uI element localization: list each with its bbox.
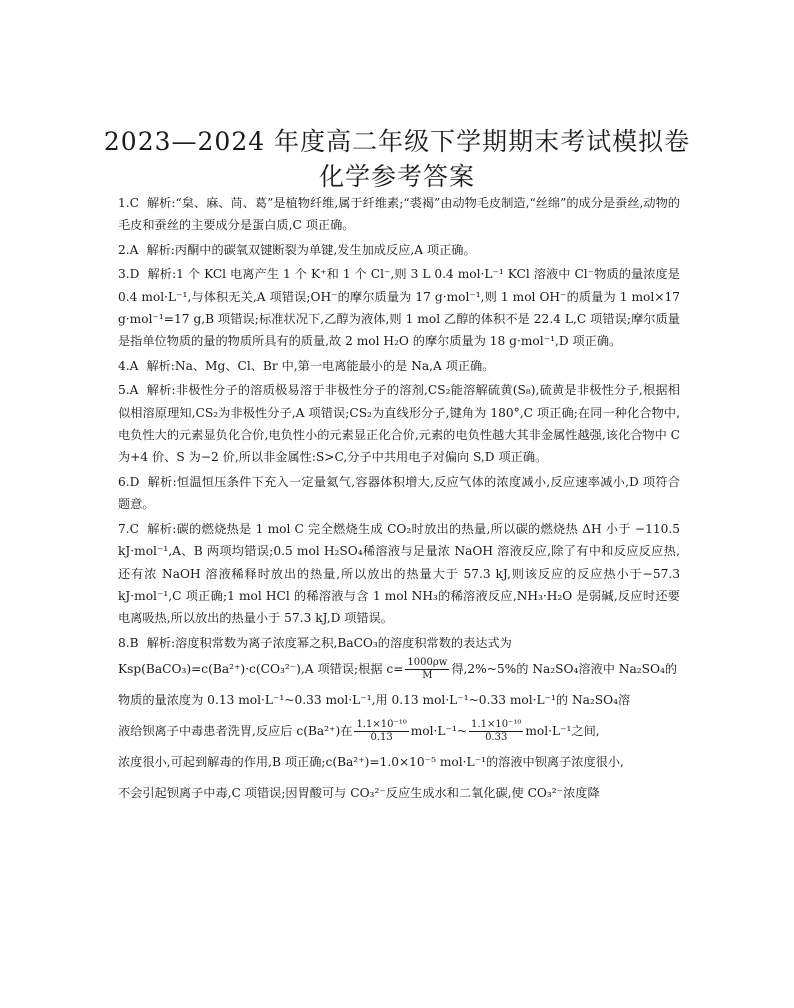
ba-concentration-high	[469, 719, 523, 744]
fraction-numerator: 1000ρw	[407, 657, 448, 669]
answer-text: 解析:Na、Mg、Cl、Br 中,第一电离能最小的是 Na,A 项正确。	[146, 358, 495, 373]
answer-text: 解析:1 个 KCl 电离产生 1 个 K⁺和 1 个 Cl⁻,则 3 L 0.4 mol·L⁻¹ KCl 溶液中 Cl⁻物质的量浓度是 0.4 mol·L⁻¹,与体积无关,A 项错误;OH⁻的摩尔质量为 17 g·mol⁻¹,则 1 mol OH⁻的质量为 1 mol×17 g·mol⁻¹=17 g,B 项错误;标准状况下,乙醇为液体,则 1 mol 乙醇的体积不是 22.4 L,C 项错误;摩尔质量是指单位物质的量的物质所具有的质量,故 2 mol H₂O 的摩尔质量为 18 g·mol⁻¹,D 项正确。	[118, 267, 680, 349]
answer-text: 液给钡离子中毒患者洗胃,反应后 c(Ba²⁺)在	[118, 724, 353, 739]
fraction-numerator: 1.1×10⁻¹⁰	[471, 719, 522, 731]
answer-item	[118, 355, 680, 377]
exam-title: 2023—2024 年度高二年级下学期期末考试模拟卷	[103, 127, 691, 156]
answer-title: 化学参考答案	[318, 162, 475, 191]
answer-text: 解析:“枲、麻、苘、葛”是植物纤维,属于纤维素;“裘褐”由动物毛皮制造,“丝绵”的成分是蚕丝,动物的毛皮和蚕丝的主要成分是蛋白质,C 项正确。	[118, 196, 680, 233]
answer-line: 物质的量浓度为 0.13 mol·L⁻¹~0.33 mol·L⁻¹,用 0.13 mol·L⁻¹~0.33 mol·L⁻¹的 Na₂SO₄溶	[118, 693, 631, 708]
answer-item	[118, 263, 680, 353]
answer-line	[118, 632, 680, 654]
answer-item	[118, 239, 680, 261]
answer-text: 解析:丙酮中的碳氧双键断裂为单键,发生加成反应,A 项正确。	[146, 242, 476, 257]
ksp-expression: Ksp(BaCO₃)=c(Ba²⁺)·c(CO₃²⁻),A 项错误;根据 c=	[118, 662, 404, 677]
answer-text: 解析:碳的燃烧热是 1 mol C 完全燃烧生成 CO₂时放出的热量,所以碳的燃烧热 ΔH 小于 −110.5 kJ·mol⁻¹,A、B 两项均错误;0.5 mol H₂SO₄稀溶液与足量浓 NaOH 溶液反应,除了有中和反应反应热,还有浓 NaOH 溶液稀释时放出的热量,所以放出的热量大于 57.3 kJ,则该反应的反应热小于−57.3 kJ·mol⁻¹,C 项正确;1 mol HCl 的稀溶液与含 1 mol NH₃的稀溶液反应,NH₃·H₂O 是弱碱,反应时还要电离吸热,所以放出的热量小于 57.3 kJ,D 项错误。	[118, 521, 680, 626]
answer-number: 4.A	[118, 358, 139, 373]
fraction-denominator: 0.13	[370, 732, 393, 744]
fraction-denominator: 0.33	[485, 732, 508, 744]
answer-number: 5.A	[118, 383, 139, 398]
answer-item-8	[118, 632, 680, 809]
answer-item	[118, 471, 680, 516]
answer-text: 解析:溶度积常数为离子浓度幂之积,BaCO₃的溶度积常数的表达式为	[146, 635, 512, 650]
answer-text: 得,2%~5%的 Na₂SO₄溶液中 Na₂SO₄的	[451, 662, 678, 677]
answer-number: 3.D	[118, 267, 140, 282]
answer-number: 1.C	[118, 196, 139, 210]
answer-line: 不会引起钡离子中毒,C 项错误;因胃酸可与 CO₃²⁻反应生成水和二氧化碳,使 CO₃²⁻浓度降	[118, 786, 600, 801]
answer-text: 解析:非极性分子的溶质极易溶于非极性分子的溶剂,CS₂能溶解硫黄(S₈),硫黄是非极性分子,根据相似相溶原理知,CS₂为非极性分子,A 项错误;CS₂为直线形分子,键角为 180°,C 项正确;在同一种化合物中,电负性大的元素显负化合价,电负性小的元素显正化合价,元素的电负性越大其非金属性越强,该化合物中 C 为+4 价、S 为−2 价,所以非金属性:S>C,分子中共用电子对偏向 S,D 项正确。	[118, 383, 680, 465]
concentration-formula	[405, 657, 449, 682]
answer-text: 解析:恒温恒压条件下充入一定量氦气,容器体积增大,反应气体的浓度减小,反应速率减小,D 项符合题意。	[118, 474, 680, 512]
answer-text: mol·L⁻¹之间,	[525, 724, 600, 739]
answer-text: mol·L⁻¹~	[410, 724, 468, 739]
answer-number: 8.B	[118, 635, 139, 650]
answer-number: 7.C	[118, 521, 139, 536]
answer-item	[118, 379, 680, 469]
ba-concentration-low	[354, 719, 408, 744]
answer-item	[118, 192, 680, 237]
answer-list	[118, 192, 680, 811]
answer-line: 浓度很小,可起到解毒的作用,B 项正确;c(Ba²⁺)=1.0×10⁻⁵ mol·L⁻¹的溶液中钡离子浓度很小,	[118, 755, 624, 770]
fraction-numerator: 1.1×10⁻¹⁰	[356, 719, 407, 731]
answer-number: 2.A	[118, 242, 139, 257]
answer-line	[118, 716, 680, 747]
answer-number: 6.D	[118, 474, 140, 489]
fraction-denominator: M	[422, 670, 433, 682]
answer-item	[118, 518, 680, 630]
answer-line	[118, 654, 680, 685]
